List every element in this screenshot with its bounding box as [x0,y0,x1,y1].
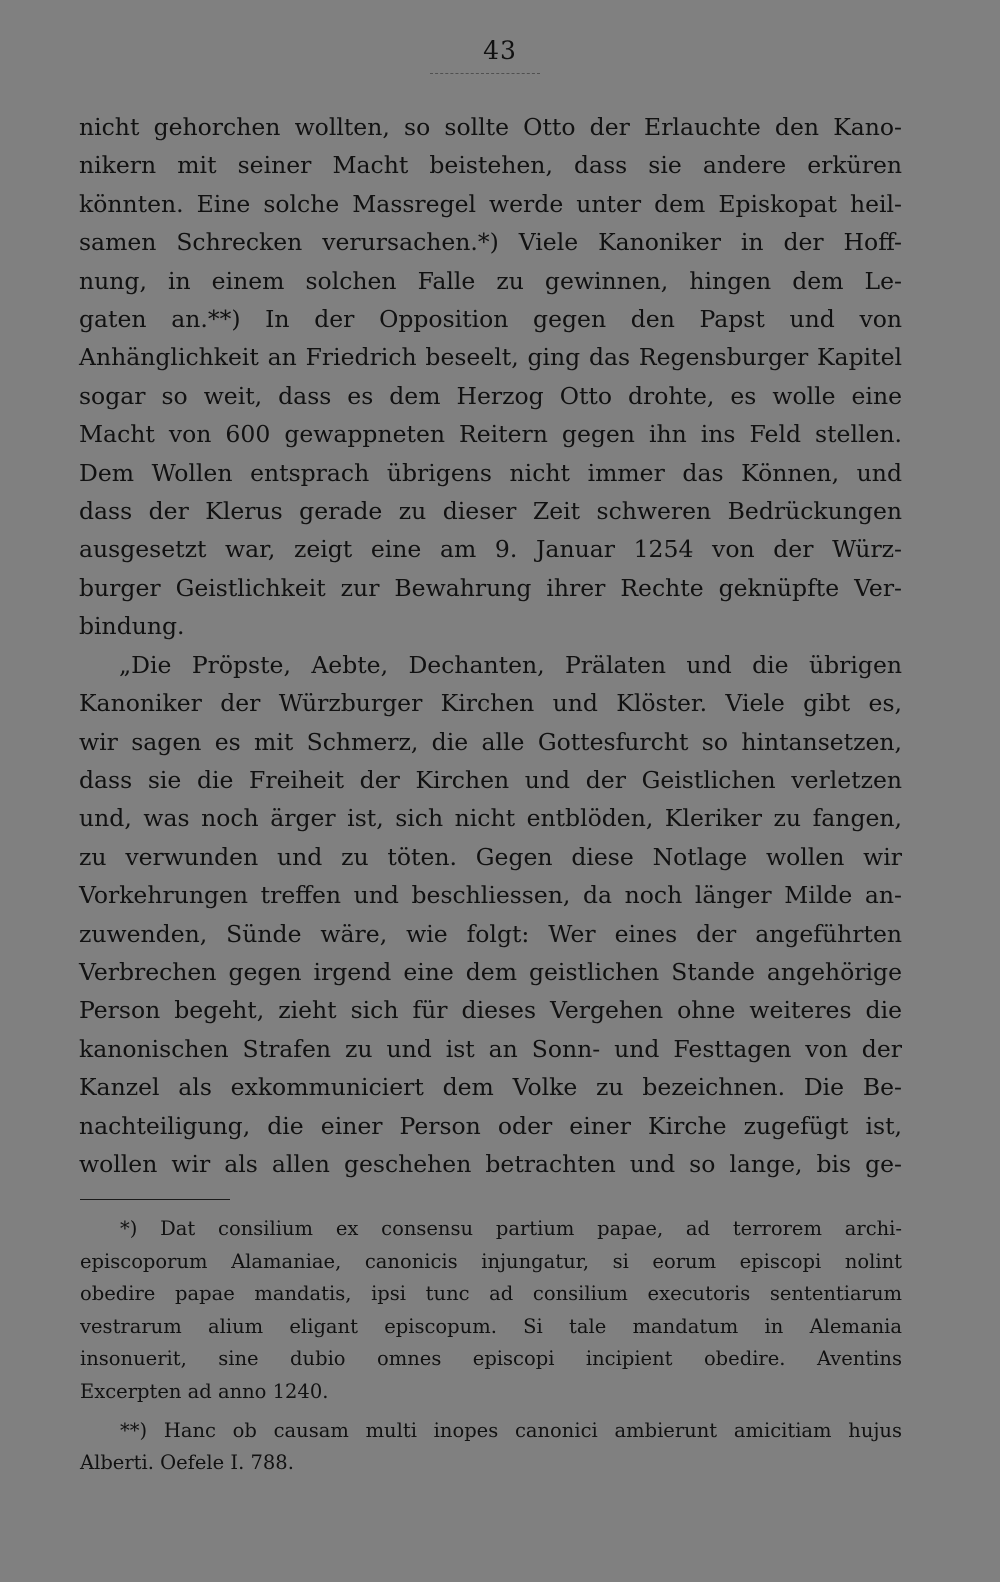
text-line: wollen wir als allen geschehen betrachten und so lange, bis ge- [79,1149,902,1178]
text-line: dass sie die Freiheit der Kirchen und der Geistlichen verletzen [79,765,902,794]
footnote-1-line: episcoporum Alamaniae, canonicis injungatur, si eorum episcopi nolint [80,1249,902,1273]
footnotes [80,1213,902,1480]
header-ornament [430,73,540,74]
text-line: samen Schrecken verursachen.*) Viele Kanoniker in der Hoff- [79,228,902,257]
main-text [79,108,902,1183]
text-line: zu verwunden und zu töten. Gegen diese Notlage wollen wir [79,842,902,871]
page-number: 43 [483,36,517,65]
text-line: dass der Klerus gerade zu dieser Zeit schweren Bedrückungen [79,497,902,526]
text-line: Anhänglichkeit an Friedrich beseelt, ging das Regensburger Kapitel [79,343,902,372]
quote-start-line: „Die Pröpste, Aebte, Dechanten, Prälaten und die übrigen [119,650,902,679]
text-line: nung, in einem solchen Falle zu gewinnen, hingen dem Le- [79,266,902,295]
text-line: sogar so weit, dass es dem Herzog Otto drohte, es wolle eine [79,381,902,410]
footnote-2-line: **) Hanc ob causam multi inopes canonici ambierunt amicitiam hujus [120,1418,902,1442]
text-line: gaten an.**) In der Opposition gegen den Papst und von [79,305,902,334]
footnote-2-line: Alberti. Oefele I. 788. [80,1451,294,1475]
text-line: nikern mit seiner Macht beistehen, dass sie andere erküren [79,151,902,180]
text-line: Kanoniker der Würzburger Kirchen und Klöster. Viele gibt es, [79,689,902,718]
footnote-1-line: Excerpten ad anno 1240. [80,1379,329,1403]
text-line: Verbrechen gegen irgend eine dem geistlichen Stande angehörige [79,957,902,986]
text-line: Macht von 600 gewappneten Reitern gegen ihn ins Feld stellen. [79,420,902,449]
text-line: burger Geistlichkeit zur Bewahrung ihrer Rechte geknüpfte Ver- [79,573,902,602]
text-line: Person begeht, zieht sich für dieses Vergehen ohne weiteres die [79,996,902,1025]
text-line: und, was noch ärger ist, sich nicht entblöden, Kleriker zu fangen, [79,804,902,833]
text-line: kanonischen Strafen zu und ist an Sonn- und Festtagen von der [79,1034,902,1063]
text-line: Vorkehrungen treffen und beschliessen, da noch länger Milde an- [79,881,902,910]
text-line: wir sagen es mit Schmerz, die alle Gottesfurcht so hintansetzen, [79,727,902,756]
footnote-1-line: vestrarum alium eligant episcopum. Si tale mandatum in Alemania [80,1314,902,1338]
footnote-1-line: insonuerit, sine dubio omnes episcopi incipient obedire. Aventins [80,1347,902,1371]
text-line: zuwenden, Sünde wäre, wie folgt: Wer eines der angeführten [79,919,902,948]
footnote-1-line: obedire papae mandatis, ipsi tunc ad consilium executoris sententiarum [80,1282,902,1306]
text-line: könnten. Eine solche Massregel werde unter dem Episkopat heil- [79,189,902,218]
text-line: Dem Wollen entsprach übrigens nicht immer das Können, und [79,458,902,487]
text-line: nicht gehorchen wollten, so sollte Otto der Erlauchte den Kano- [79,113,902,141]
footnote-1-line: *) Dat consilium ex consensu partium papae, ad terrorem archi- [120,1217,902,1240]
text-line: bindung. [79,612,185,641]
text-line: Kanzel als exkommuniciert dem Volke zu bezeichnen. Die Be- [79,1073,902,1102]
footnote-separator [80,1199,230,1200]
text-line: nachteiligung, die einer Person oder einer Kirche zugefügt ist, [79,1111,902,1140]
text-line: ausgesetzt war, zeigt eine am 9. Januar 1254 von der Würz- [79,535,902,564]
